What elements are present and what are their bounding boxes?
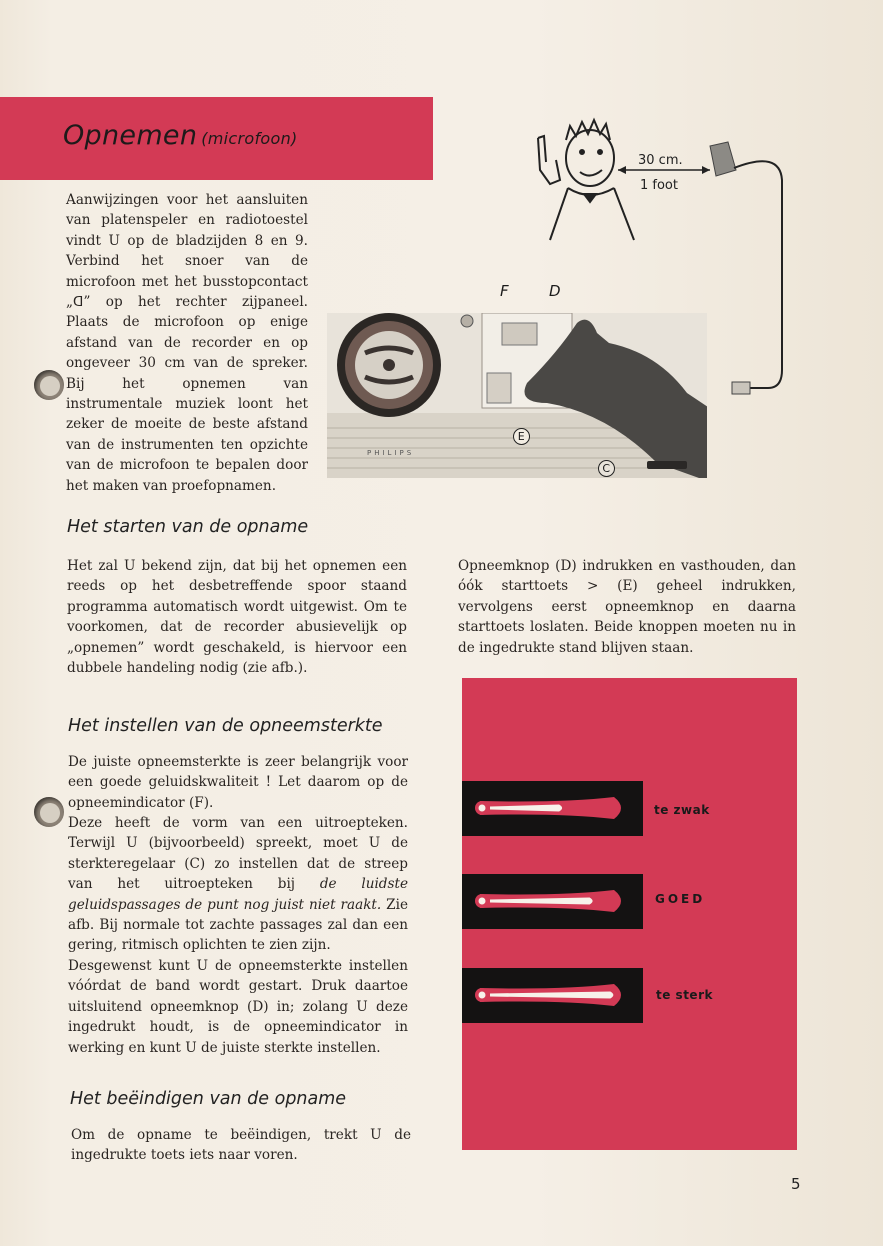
level-paragraph-3: Desgewenst kunt U de opneemsterkte instellen vóórdat de band wordt gestart. Druk daartoe uitsluitend opneemknop (D) in; zolang U deze ingedrukt houdt, is de opneemindicator in werking en kunt U de juiste sterkte instellen.	[68, 958, 408, 1056]
label-C: C	[598, 460, 615, 477]
level-paragraph-2	[68, 813, 408, 956]
level-paragraph-1: De juiste opneemsterkte is zeer belangrijk voor een goede geluidskwaliteit ! Let daarom op de opneemindicator (F).	[68, 754, 408, 811]
indicator-dot-core	[479, 992, 486, 999]
microphone-icon	[710, 142, 736, 176]
binder-hole-bottom	[34, 797, 64, 827]
page-title	[63, 120, 298, 151]
volume-knob	[461, 315, 473, 327]
indicator-strong-icon	[472, 980, 637, 1010]
indicator-dot-core	[479, 898, 486, 905]
indicator-good-label: GOED	[655, 892, 706, 906]
indicator-weak-label: te zwak	[654, 803, 710, 817]
stop-paragraph: Om de opname te beëindigen, trekt U de ingedrukte toets iets naar voren.	[71, 1127, 411, 1164]
indicator-level-good	[462, 874, 797, 929]
title-text: Opnemen	[63, 120, 198, 151]
speaker-figure-icon	[538, 120, 634, 240]
intro-paragraph: Aanwijzingen voor het aansluiten van platenspeler en radiotoestel vindt U op de bladzijden 8 en 9. Verbind het snoer van de microfoon met het busstopcontact „ᗡ” op het rechter zijpaneel. Plaats de microfoon op enige afstand van de recorder en op ongeveer 30 cm van de spreker. Bij het opnemen van instrumentale muziek loont het zeker de moeite de beste afstand van de instrumenten ten opzichte van de microfoon te bepalen door het maken van proefopnamen.	[66, 192, 308, 494]
label-D: D	[549, 282, 562, 300]
tape-reel-icon	[337, 313, 441, 417]
start-right-paragraph: Opneemknop (D) indrukken en vasthouden, dan óók starttoets > (E) geheel indrukken, vervolgens eerst opneemknop en daarna starttoets loslaten. Beide knoppen moeten nu in de ingedrukte stand blijven staan.	[458, 558, 796, 656]
plug-icon	[732, 382, 750, 394]
start-left-paragraph: Het zal U bekend zijn, dat bij het opnemen een reeds op het desbetreffende spoor staand programma automatisch wordt uitgewist. Om te voorkomen, dat de recorder abusievelijk op „opnemen” wordt geschakeld, is hiervoor een dubbele handeling nodig (zie afb.).	[67, 558, 407, 677]
indicator-dot-core	[479, 805, 486, 812]
label-E: E	[513, 428, 530, 445]
indicator-level-weak	[462, 781, 797, 836]
level-p2-start: Deze heeft de vorm van een uitroepteken. Terwijl U (bijvoorbeeld) spreekt, moet U de sterkteregelaar (C) zo instellen dat de streep van het uitroepteken bij	[68, 815, 408, 893]
title-subtitle: (microfoon)	[201, 129, 298, 148]
heading-start: Het starten van de opname	[67, 517, 309, 537]
indicator-good-icon	[472, 886, 637, 916]
level-p2-end: Zie afb. Bij normale tot zachte passages zal dan een gering, ritmisch oplichten te zien zijn.	[68, 896, 408, 954]
binder-hole-top	[34, 370, 64, 400]
indicator-strong-label: te sterk	[656, 988, 713, 1002]
indicator-level-strong	[462, 968, 797, 1023]
indicator-weak-icon	[472, 793, 637, 823]
heading-level: Het instellen van de opneemsterkte	[68, 716, 383, 736]
page-number: 5	[791, 1175, 801, 1193]
recorder-photo	[327, 313, 707, 478]
distance-imperial: 1 foot	[640, 178, 678, 193]
label-F: F	[500, 282, 510, 300]
brand-text: PHILIPS	[367, 449, 415, 457]
level-p2-emphasis: de luidste geluidspassages de punt nog juist niet raakt.	[68, 876, 408, 913]
distance-metric: 30 cm.	[638, 153, 683, 168]
indicator-diagram	[462, 678, 797, 1150]
heading-stop: Het beëindigen van de opname	[70, 1089, 347, 1109]
